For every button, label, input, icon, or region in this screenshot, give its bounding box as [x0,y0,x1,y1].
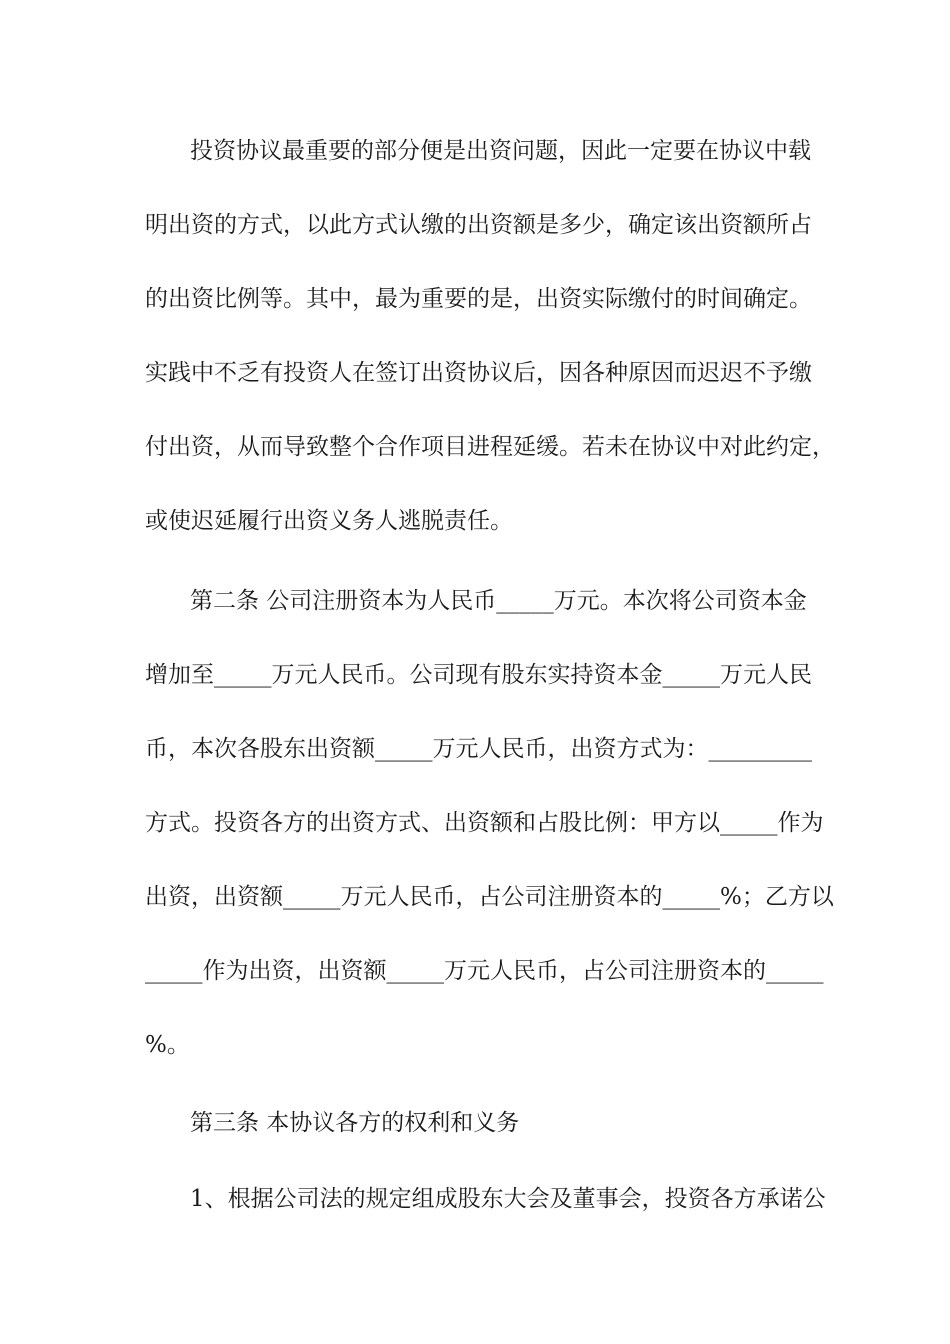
paragraph-1-line-6: 或使迟延履行出资义务人逃脱责任。 [145,508,513,534]
paragraph-1-line-3: 的出资比例等。其中，最为重要的是，出资实际缴付的时间确定。 [145,286,812,312]
article-2-line-6: _____作为出资，出资额_____万元人民币，占公司注册资本的_____ [145,958,824,984]
paragraph-1-line-5: 付出资，从而导致整个合作项目进程延缓。若未在协议中对此约定， [145,434,835,460]
article-2-line-1: 第二条 公司注册资本为人民币_____万元。本次将公司资本金 [190,588,807,614]
article-3-item-1: 1、根据公司法的规定组成股东大会及董事会，投资各方承诺公 [190,1186,826,1212]
paragraph-1-line-1: 投资协议最重要的部分便是出资问题，因此一定要在协议中载 [190,138,811,164]
article-2-line-2: 增加至_____万元人民币。公司现有股东实持资本金_____万元人民 [145,662,812,688]
article-2-line-4: 方式。投资各方的出资方式、出资额和占股比例：甲方以_____作为 [145,810,824,836]
article-2-line-7: %。 [145,1032,190,1058]
article-3-heading: 第三条 本协议各方的权利和义务 [190,1110,520,1136]
paragraph-1-line-2: 明出资的方式，以此方式认缴的出资额是多少，确定该出资额所占 [145,212,812,238]
article-2-line-3: 币，本次各股东出资额_____万元人民币，出资方式为：_________ [145,736,812,762]
paragraph-1-line-4: 实践中不乏有投资人在签订出资协议后，因各种原因而迟迟不予缴 [145,360,812,386]
article-2-line-5: 出资，出资额_____万元人民币，占公司注册资本的_____%；乙方以 [145,884,834,910]
